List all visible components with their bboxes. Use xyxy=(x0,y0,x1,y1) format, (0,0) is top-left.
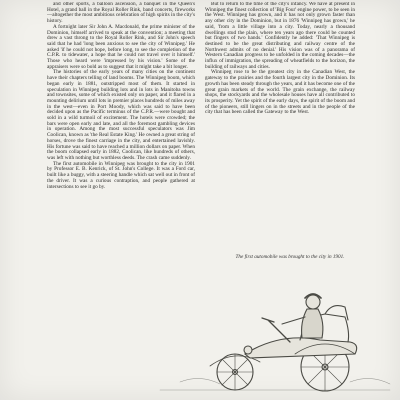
paragraph: But to return to the time of the city's infancy. We have at present in Winnipeg the finest collection of 'Big Four' engine power, to be seen in the West. Winnipeg has grown, and it has not only grown faster than any other city in the Dominion, but in 1876 'Winnipeg has grown,' he said, 'from a little village into a city. Today, nearly a thousand dwellings stud the plain, where ten years ago there could be counted but fingers of two hands.' Confidently he added: 'That Winnipeg is destined to be the great distributing and railway centre of the Northwest admits of no denial.' His vision was of a panorama of Western Canadian progress to be unfolded in the coming decades—the influx of immigration, the spreading of wheatfields to the horizon, the building of railways and cities. xyxy=(205,2,355,70)
right-column xyxy=(205,2,355,247)
paragraph: The first automobile in Winnipeg was brought to the city in 1901 by Professor E. B. Kenrick, of St. John's College. It was a Ford car, built like a buggy, with a steering handle which sat well out in front of the driver. It was a curious contraption, and people gathered at intersections to see it go by. xyxy=(47,160,195,190)
illustration-caption: The first automobile was brought to the city in 1901. xyxy=(235,254,345,260)
paragraph: and other sports, a balloon ascension, a banquet in the Queen's Hotel, a grand ball in the Royal Roller Rink, band concerts, fireworks—altogether the most ambitious celebration of high spirits in the city's history. xyxy=(47,2,195,25)
paragraph: Winnipeg rose to be the greatest city in the Canadian West, the gateway to the prairies and the fourth largest city in the Dominion. Its growth has been steady through the years, and it has become one of the great grain markets of the world. The grain exchange, the railway shops, the stockyards and the wholesale houses have all contributed to its prosperity. Yet the spirit of the early days, the spirit of the boom and of the pioneers, still lingers on in the streets and in the people of the city that has been called the Gateway to the West. xyxy=(205,69,355,116)
automobile-illustration xyxy=(150,262,400,400)
paragraph: A fortnight later Sir John A. Macdonald, the prime minister of the Dominion, himself arrived to speak at the convention; a meeting that drew a vast throng to the Royal Roller Rink, and Sir John's speech said that he had 'long been anxious to see the city of Winnipeg.' He asked 'if he could not hope, before long, to see the completion of the C.P.R. to tidewater, a hope that he could not travel over it himself.' Those who heard were 'impressed by his vision.' Some of the appraisers were so bold as to suggest that it might take a bit longer. xyxy=(47,23,195,70)
paragraph: The histories of the early years of many cities on the continent have their chapters telling of land booms. The Winnipeg boom, which began early in 1881, outstripped most of them. It started in speculation in Winnipeg building lots and in lots in Manitoba towns and townsites, some of which existed only on paper, and it flared in a mounting delirium until lots in premier places hundreds of miles away in the west—even in Port Moody, which was said to have been decided upon as the Pacific terminus of the C.P.R.—were bought and sold in a wild turmoil of excitement. The hotels were crowded; the bars were open early and late, and all the foremost gambling devices in operation. Among the most successful speculators was Jim Coolican, known as 'the Real Estate King.' He owned a great string of horses, drove the finest carriage in the city, and entertained lavishly. His fortune was said to have reached a million dollars on paper. When the boom collapsed early in 1882, Coolican, like hundreds of others, was left with nothing but worthless deeds. The crash came suddenly. xyxy=(47,69,195,161)
